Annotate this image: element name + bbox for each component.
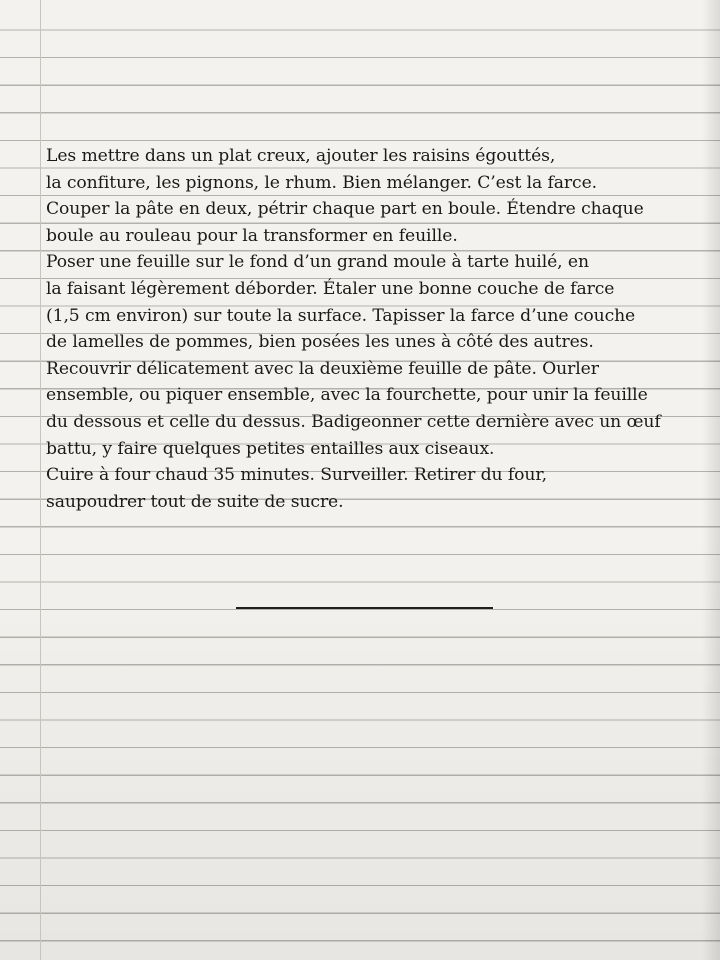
text-line: Recouvrir délicatement avec la deuxième feuille de pâte. Ourler — [46, 358, 599, 379]
text-line: du dessous et celle du dessus. Badigeonner cette dernière avec un œuf — [46, 411, 661, 432]
text-line: (1,5 cm environ) sur toute la surface. Tapisser la farce d’une couche — [46, 305, 636, 326]
text-line: battu, y faire quelques petites entailles aux ciseaux. — [46, 438, 495, 459]
text-line: saupoudrer tout de suite de sucre. — [46, 491, 344, 512]
text-line: de lamelles de pommes, bien posées les unes à côté des autres. — [46, 332, 594, 353]
margin-line — [40, 0, 41, 960]
page-edge-shadow — [702, 0, 720, 960]
recipe-text — [46, 143, 706, 515]
text-line: Couper la pâte en deux, pétrir chaque part en boule. Étendre chaque — [46, 199, 644, 220]
text-line: ensemble, ou piquer ensemble, avec la fourchette, pour unir la feuille — [46, 385, 648, 406]
text-line: Poser une feuille sur le fond d’un grand moule à tarte huilé, en — [46, 252, 589, 273]
text-line: Les mettre dans un plat creux, ajouter les raisins égouttés, — [46, 146, 556, 166]
text-line: la faisant légèrement déborder. Étaler une bonne couche de farce — [46, 278, 615, 299]
text-line: Cuire à four chaud 35 minutes. Surveiller. Retirer du four, — [46, 465, 547, 486]
text-line: la confiture, les pignons, le rhum. Bien mélanger. C’est la farce. — [46, 172, 598, 193]
section-divider-rule — [236, 607, 493, 609]
text-line: boule au rouleau pour la transformer en feuille. — [46, 225, 458, 246]
